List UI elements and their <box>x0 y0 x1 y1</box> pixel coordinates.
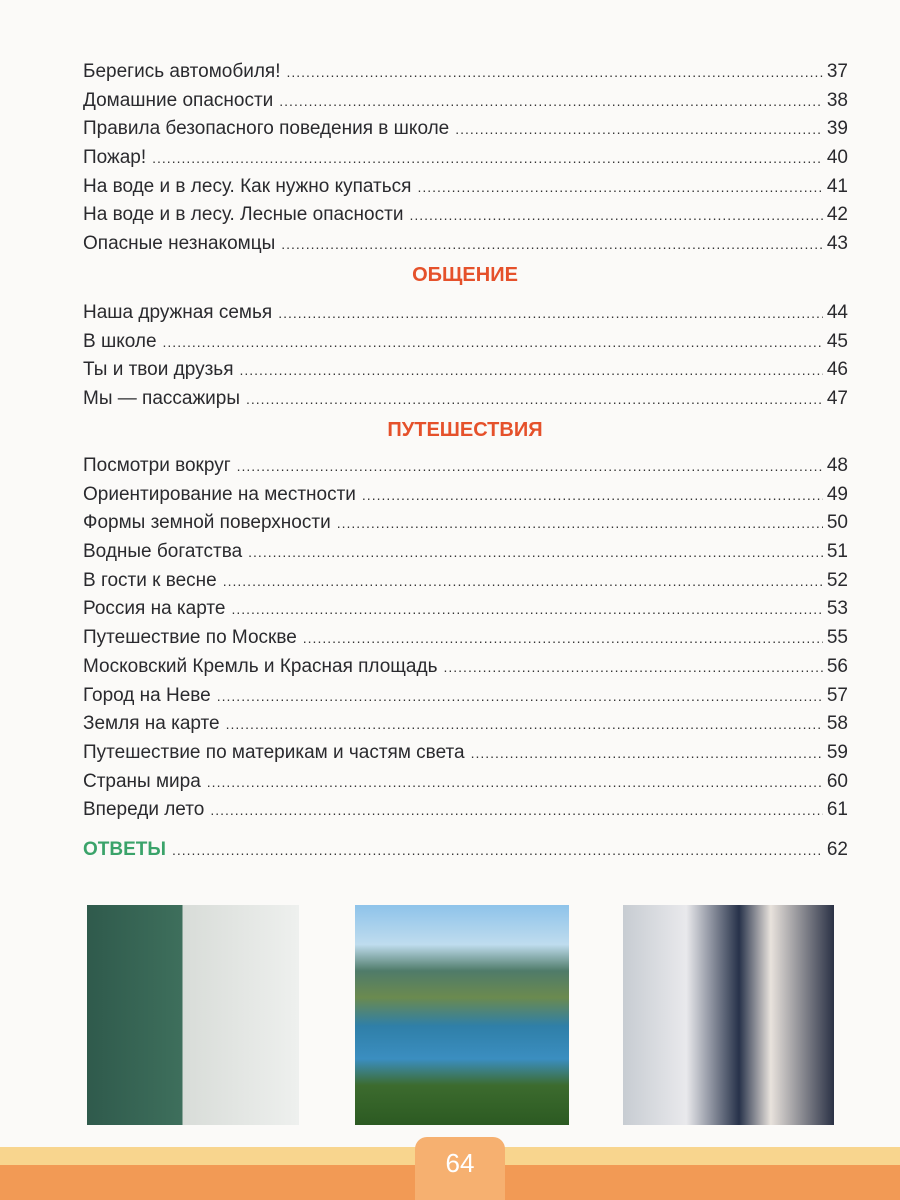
toc-entry[interactable] <box>83 710 848 739</box>
entry-title: Страны мира <box>83 770 201 792</box>
entry-page: 44 <box>826 302 848 323</box>
entry-title: Формы земной поверхности <box>83 512 331 534</box>
dot-leader <box>409 201 822 230</box>
entry-title: Посмотри вокруг <box>83 455 231 476</box>
entry-title: Ориентирование на местности <box>83 483 356 505</box>
entry-page: 52 <box>826 569 848 591</box>
dot-leader <box>226 710 823 739</box>
dot-leader <box>217 682 823 711</box>
toc-entry[interactable] <box>83 682 848 711</box>
toc-entry[interactable] <box>83 624 848 653</box>
dot-leader <box>281 230 823 259</box>
dot-leader <box>417 173 822 202</box>
photo-river-landscape <box>355 905 569 1125</box>
toc-entry[interactable] <box>83 739 848 768</box>
entry-page: 46 <box>826 359 848 381</box>
page-number: 64 <box>415 1137 505 1200</box>
dot-leader <box>248 538 823 567</box>
entry-page: 61 <box>826 799 848 821</box>
entry-title: Пожар! <box>83 147 147 169</box>
entry-page: 59 <box>826 741 848 763</box>
entry-title: Наша дружная семья <box>83 302 273 323</box>
entry-page: 43 <box>826 233 848 255</box>
entry-page: 49 <box>826 483 848 505</box>
entry-title: Водные богатства <box>83 541 243 563</box>
toc-entry[interactable] <box>83 230 848 259</box>
entry-page: 47 <box>826 388 848 410</box>
toc-entry[interactable] <box>83 481 848 510</box>
entry-title: Мы — пассажиры <box>83 388 241 410</box>
entry-page: 53 <box>826 598 848 620</box>
dot-leader <box>337 509 823 538</box>
toc-entry[interactable] <box>83 567 848 596</box>
toc-entry[interactable] <box>83 144 848 173</box>
entry-page: 58 <box>826 713 848 735</box>
dot-leader <box>207 768 823 797</box>
entry-page: 42 <box>826 204 848 226</box>
section-heading-travel: ПУТЕШЕСТВИЯ <box>387 419 543 441</box>
entry-page: 41 <box>826 175 848 197</box>
dot-leader <box>246 385 823 414</box>
entry-page: 48 <box>826 455 848 476</box>
entry-title: На воде и в лесу. Как нужно купаться <box>83 175 412 197</box>
entry-title: Ты и твои друзья <box>83 359 234 381</box>
toc-entry[interactable] <box>83 509 848 538</box>
toc-entry[interactable] <box>83 87 848 116</box>
entry-title: Берегись автомобиля! <box>83 61 281 82</box>
entry-title: Правила безопасного поведения в школе <box>83 118 450 140</box>
section-heading-communication: ОБЩЕНИЕ <box>412 264 518 286</box>
toc-block-travel <box>83 452 848 825</box>
entry-title: ОТВЕТЫ <box>83 839 166 860</box>
dot-leader <box>455 115 823 144</box>
entry-title: Россия на карте <box>83 598 226 620</box>
toc-entry-answers[interactable] <box>83 836 848 865</box>
entry-page: 39 <box>826 118 848 140</box>
dot-leader <box>278 299 823 328</box>
entry-page: 50 <box>826 512 848 534</box>
toc-block-safety <box>83 58 848 259</box>
entry-title: Путешествие по Москве <box>83 627 297 649</box>
toc-entry[interactable] <box>83 299 848 328</box>
toc-answers <box>83 836 848 865</box>
toc-entry[interactable] <box>83 796 848 825</box>
entry-page: 55 <box>826 627 848 649</box>
toc-block-communication <box>83 299 848 414</box>
dot-leader <box>239 356 822 385</box>
toc-entry[interactable] <box>83 452 848 481</box>
toc-entry[interactable] <box>83 328 848 357</box>
entry-page: 45 <box>826 330 848 352</box>
entry-title: В школе <box>83 330 157 352</box>
entry-page: 37 <box>826 61 848 82</box>
toc-entry[interactable] <box>83 653 848 682</box>
entry-title: Опасные незнакомцы <box>83 233 276 255</box>
toc-entry[interactable] <box>83 201 848 230</box>
entry-title: В гости к весне <box>83 569 217 591</box>
toc-entry[interactable] <box>83 58 848 87</box>
entry-page: 51 <box>826 541 848 563</box>
dot-leader <box>172 836 823 865</box>
toc-entry[interactable] <box>83 173 848 202</box>
entry-title: Впереди лето <box>83 799 205 821</box>
dot-leader <box>279 87 823 116</box>
dot-leader <box>303 624 823 653</box>
entry-title: Земля на карте <box>83 713 220 735</box>
entry-page: 40 <box>826 147 848 169</box>
photo-teacher <box>87 905 299 1125</box>
toc-entry[interactable] <box>83 385 848 414</box>
entry-title: Домашние опасности <box>83 89 274 111</box>
entry-page: 57 <box>826 684 848 706</box>
dot-leader <box>237 452 823 481</box>
entry-title: Путешествие по материкам и частям света <box>83 741 465 763</box>
photo-schoolgirls <box>623 905 834 1125</box>
toc-entry[interactable] <box>83 356 848 385</box>
dot-leader <box>163 328 823 357</box>
dot-leader <box>286 58 822 87</box>
entry-page: 56 <box>826 655 848 677</box>
toc-entry[interactable] <box>83 538 848 567</box>
dot-leader <box>223 567 823 596</box>
toc-entry[interactable] <box>83 595 848 624</box>
entry-title: Московский Кремль и Красная площадь <box>83 655 438 677</box>
dot-leader <box>152 144 823 173</box>
entry-title: На воде и в лесу. Лесные опасности <box>83 204 404 226</box>
dot-leader <box>362 481 823 510</box>
entry-title: Город на Неве <box>83 684 211 706</box>
entry-page: 62 <box>826 839 848 860</box>
dot-leader <box>231 595 822 624</box>
toc-entry[interactable] <box>83 768 848 797</box>
dot-leader <box>210 796 823 825</box>
dot-leader <box>444 653 823 682</box>
entry-page: 38 <box>826 89 848 111</box>
dot-leader <box>471 739 823 768</box>
toc-entry[interactable] <box>83 115 848 144</box>
entry-page: 60 <box>826 770 848 792</box>
